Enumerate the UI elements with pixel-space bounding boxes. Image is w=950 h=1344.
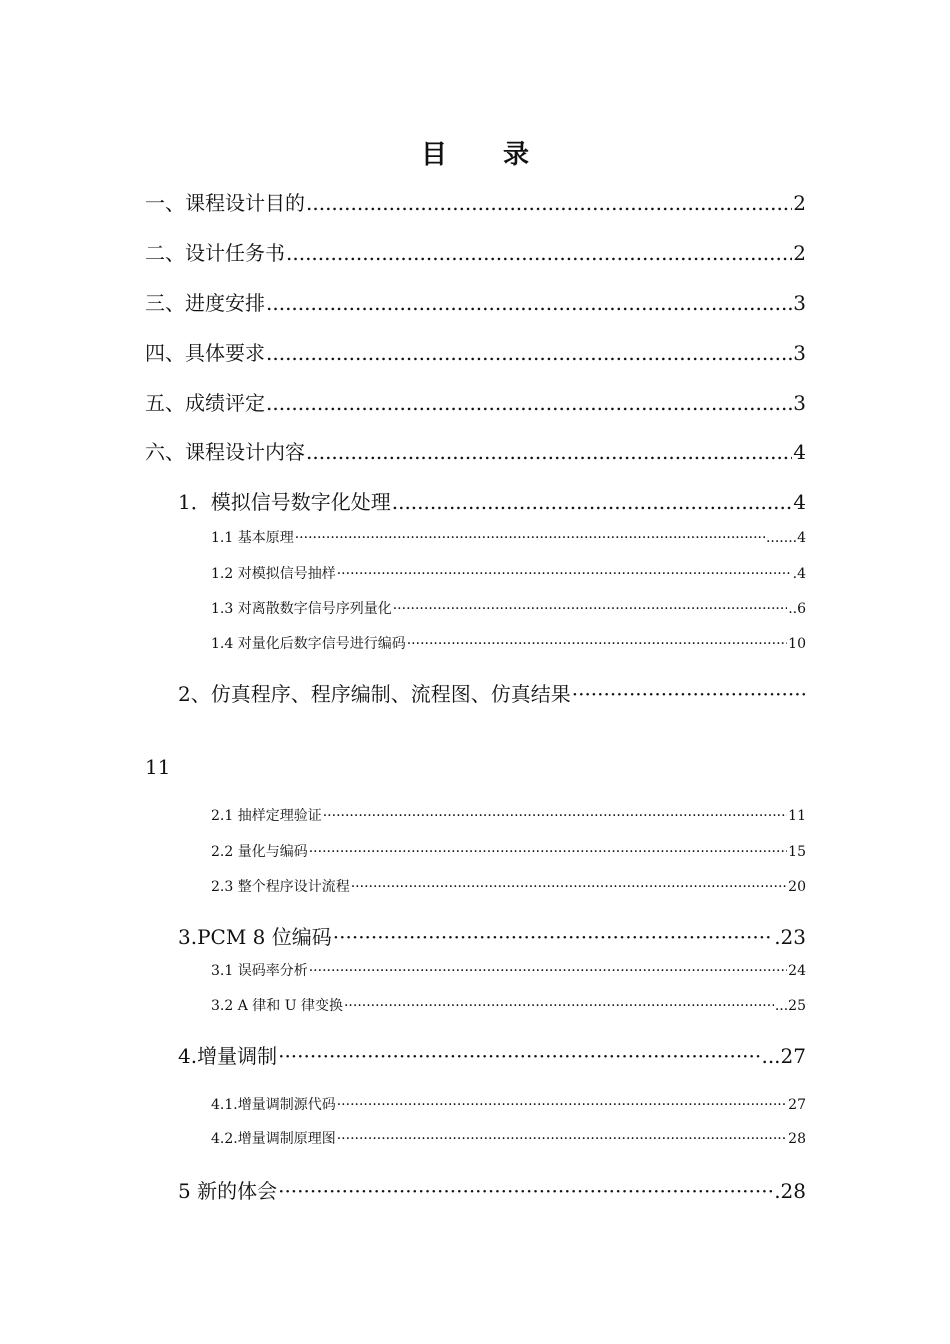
toc-entry-page: 4 [793,440,806,464]
toc-entry[interactable] [211,876,806,896]
dot-leader [407,636,787,652]
dot-leader [286,241,792,265]
toc-entry-page: 10 [788,636,806,652]
toc-entry[interactable] [145,237,806,266]
toc-entry[interactable] [145,436,806,465]
dot-leader [266,391,792,415]
toc-entry-page: 3 [793,291,806,315]
toc-entry-page: 3 [793,391,806,415]
toc-entry-label: 5 新的体会 [178,1179,278,1203]
dot-leader [323,808,787,824]
toc-entry-label: 4.2.增量调制原理图 [211,1131,336,1147]
toc-entry-label: 1.1 基本原理 [211,530,294,546]
toc-title [0,134,950,171]
toc-entry-label: 4.增量调制 [178,1044,278,1068]
toc-entry-page: ...25 [774,998,806,1014]
toc-entry-label: 一、课程设计目的 [145,191,305,215]
dot-leader [306,191,792,215]
toc-entry[interactable] [178,921,806,950]
toc-entry-page: 4 [793,490,806,514]
dot-leader [309,844,787,860]
toc-entry-label: 4.1.增量调制源代码 [211,1097,336,1113]
toc-entry[interactable] [211,1094,806,1114]
toc-entry-label: 2.1 抽样定理验证 [211,808,322,824]
dot-leader [337,566,792,582]
toc-entry-page: 11 [145,755,171,779]
dot-leader [333,925,773,949]
toc-entry[interactable] [145,187,806,216]
toc-entry-label: 六、课程设计内容 [145,440,305,464]
dot-leader [337,1131,787,1147]
dot-leader [309,963,787,979]
toc-entry[interactable] [178,486,806,515]
toc-entry-label: 2、仿真程序、程序编制、流程图、仿真结果 [178,682,571,706]
toc-entry-page: 24 [788,963,806,979]
toc-title-char-1: 目 [420,140,447,170]
toc-entry[interactable] [211,995,806,1015]
toc-entry-label: 五、成绩评定 [145,391,265,415]
toc-entry[interactable] [211,633,806,653]
toc-entry[interactable] [211,960,806,980]
toc-entry[interactable] [145,387,806,416]
toc-entry-label: 1．模拟信号数字化处理 [178,490,391,514]
toc-entry[interactable] [178,1175,806,1204]
toc-entry-wrapped[interactable] [178,678,806,707]
toc-entry-label: 3.PCM 8 位编码 [178,925,332,949]
toc-entry-page: 28 [788,1131,806,1147]
dot-leader [337,1097,787,1113]
toc-entry[interactable] [178,1040,806,1069]
toc-entry-label: 2.3 整个程序设计流程 [211,879,350,895]
dot-leader [306,440,792,464]
toc-entry-label: 三、进度安排 [145,291,265,315]
dot-leader [393,601,787,617]
toc-entry-page: ..6 [788,601,806,617]
dot-leader [266,291,792,315]
toc-entry-page: ...27 [761,1044,806,1068]
toc-entry-page: 27 [788,1097,806,1113]
dot-leader [351,879,787,895]
toc-entry-page: .28 [774,1179,806,1203]
toc-entry-label: 2.2 量化与编码 [211,844,308,860]
toc-entry-page: 2 [793,241,806,265]
toc-entry[interactable] [211,1128,806,1148]
toc-entry-label: 二、设计任务书 [145,241,285,265]
toc-entry[interactable] [145,337,806,366]
toc-entry[interactable] [145,287,806,316]
toc-entry-label: 四、具体要求 [145,341,265,365]
dot-leader [278,1044,760,1068]
dot-leader [392,490,793,514]
dot-leader [266,341,792,365]
toc-entry-page: 11 [788,808,806,824]
toc-entry-page: .4 [792,566,806,582]
toc-entry-label: 3.2 A 律和 U 律变换 [211,998,343,1014]
dot-leader [295,530,765,546]
toc-entry-page: 15 [788,844,806,860]
toc-entry-page: 2 [793,191,806,215]
toc-entry-page: 3 [793,341,806,365]
toc-entry[interactable] [211,527,806,547]
toc-entry-label: 3.1 误码率分析 [211,963,308,979]
toc-entry-label: 1.3 对离散数字信号序列量化 [211,601,392,617]
dot-leader [278,1179,773,1203]
dot-leader [344,998,774,1014]
toc-title-char-2: 录 [503,140,530,170]
toc-entry[interactable] [211,841,806,861]
toc-entry-page: .......4 [765,530,806,546]
toc-entry[interactable] [211,598,806,618]
dot-leader [572,682,805,706]
toc-entry-page: 20 [788,879,806,895]
toc-entry[interactable] [211,805,806,825]
toc-entry-page: .23 [774,925,806,949]
toc-entry-label: 1.2 对模拟信号抽样 [211,566,336,582]
toc-entry[interactable] [211,563,806,583]
toc-entry-label: 1.4 对量化后数字信号进行编码 [211,636,406,652]
